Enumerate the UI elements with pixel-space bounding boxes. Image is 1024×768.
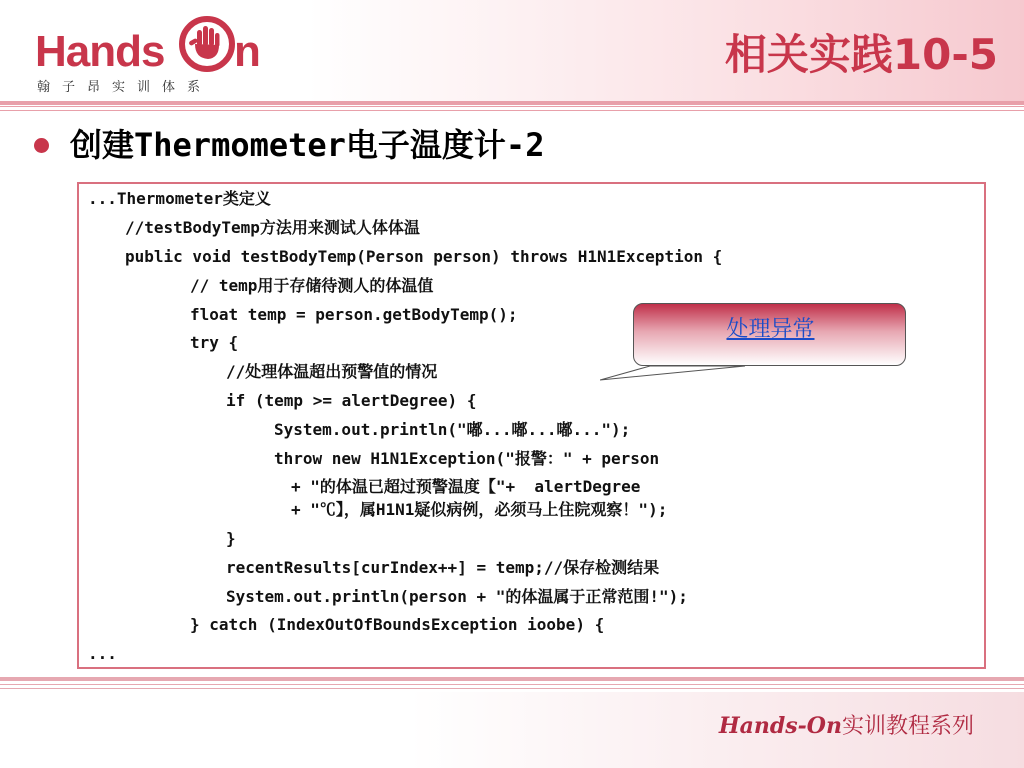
hand-icon xyxy=(177,14,237,74)
footer-brand-cn: 实训教程系列 xyxy=(841,714,974,739)
footer-divider xyxy=(0,677,1024,681)
code-line: + "℃】，属H1N1疑似病例，必须马上住院观察！"); xyxy=(291,500,668,519)
code-line: System.out.println(person + "的体温属于正常范围!"); xyxy=(226,587,688,606)
code-line: ...Thermometer类定义 xyxy=(88,189,271,208)
code-line: float temp = person.getBodyTemp(); xyxy=(190,305,518,324)
footer-divider-thin xyxy=(0,688,1024,689)
code-line: //testBodyTemp方法用来测试人体体温 xyxy=(125,218,420,237)
footer-divider-thin xyxy=(0,684,1024,685)
header-divider-thin xyxy=(0,106,1024,107)
code-line: ... xyxy=(88,644,117,663)
code-line: if (temp >= alertDegree) { xyxy=(226,391,477,410)
header-divider-thin xyxy=(0,110,1024,111)
logo-word: Hands xyxy=(35,27,165,76)
section-heading: 创建Thermometer电子温度计-2 xyxy=(70,126,545,164)
code-line: // temp用于存储待测人的体温值 xyxy=(190,276,434,295)
code-line: //处理体温超出预警值的情况 xyxy=(226,362,438,381)
logo xyxy=(35,12,275,97)
code-line: recentResults[curIndex++] = temp;//保存检测结果 xyxy=(226,558,660,577)
logo-subtitle: 翰子昂实训体系 xyxy=(37,80,213,95)
logo-word-end: n xyxy=(234,27,261,76)
code-line: public void testBodyTemp(Person person) throws H1N1Exception { xyxy=(125,247,723,266)
header-divider xyxy=(0,101,1024,105)
slide-title: 相关实践10-5 xyxy=(724,30,998,79)
callout-bubble xyxy=(633,303,906,366)
code-line: try { xyxy=(190,333,239,352)
code-line: + "的体温已超过预警温度【"+ alertDegree xyxy=(291,477,641,496)
footer-brand xyxy=(719,712,974,741)
code-line: throw new H1N1Exception("报警：" + person xyxy=(274,449,660,468)
bullet-icon xyxy=(34,138,49,153)
callout-link[interactable]: 处理异常 xyxy=(726,317,815,342)
code-line: System.out.println("嘟...嘟...嘟..."); xyxy=(274,420,631,439)
footer-brand-en: Hands-On xyxy=(718,713,842,739)
code-line: } catch (IndexOutOfBoundsException ioobe) { xyxy=(190,615,605,634)
code-line: } xyxy=(226,529,236,548)
